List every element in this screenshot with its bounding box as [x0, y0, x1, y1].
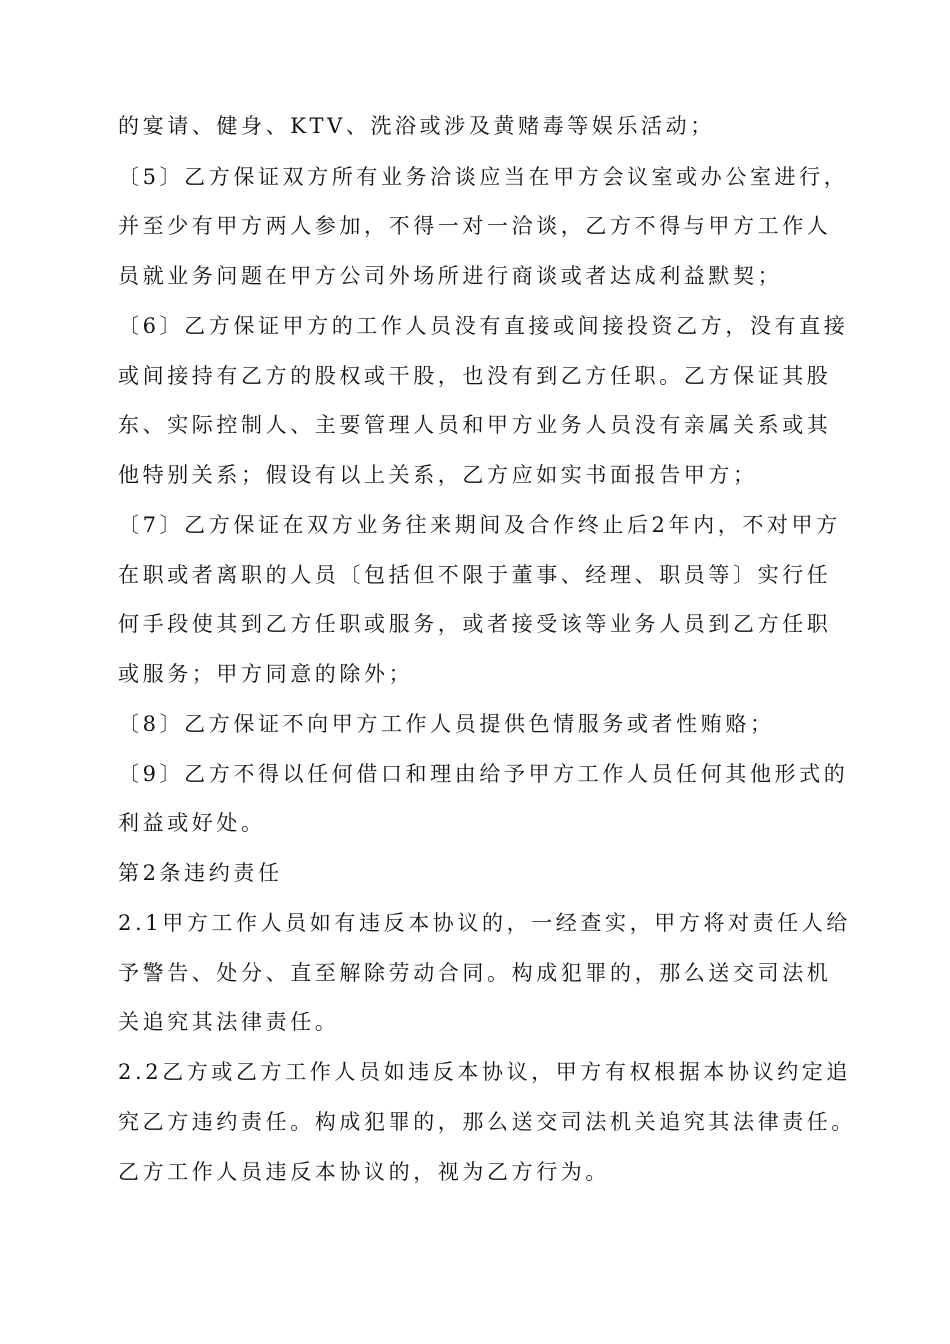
text-line: 何手段使其到乙方任职或服务，或者接受该等业务人员到乙方任职 [118, 612, 832, 636]
text-line: 他特别关系；假设有以上关系，乙方应如实书面报告甲方； [118, 463, 758, 487]
text-line: 2.2乙方或乙方工作人员如违反本协议，甲方有权根据本协议约定追 [118, 1060, 851, 1084]
text-line: 乙方工作人员违反本协议的，视为乙方行为。 [118, 1160, 610, 1184]
text-line: 究乙方违约责任。构成犯罪的，那么送交司法机关追究其法律责任。 [118, 1110, 856, 1134]
text-line: 东、实际控制人、主要管理人员和甲方业务人员没有亲属关系或其 [118, 413, 832, 437]
text-line: 〔9〕乙方不得以任何借口和理由给予甲方工作人员任何其他形式的 [118, 762, 849, 786]
text-line: 并至少有甲方两人参加，不得一对一洽谈，乙方不得与甲方工作人 [118, 214, 832, 238]
text-line: 予警告、处分、直至解除劳动合同。构成犯罪的，那么送交司法机 [118, 961, 832, 985]
text-line: 2.1甲方工作人员如有违反本协议的，一经查实，甲方将对责任人给 [118, 911, 851, 935]
text-line: 员就业务问题在甲方公司外场所进行商谈或者达成利益默契； [118, 264, 783, 288]
section-heading: 第2条违约责任 [118, 861, 283, 885]
text-line: 利益或好处。 [118, 811, 266, 835]
text-line: 〔8〕乙方保证不向甲方工作人员提供色情服务或者性贿赂； [118, 712, 775, 736]
text-line: 的宴请、健身、KTV、洗浴或涉及黄赌毒等娱乐活动； [118, 114, 715, 138]
text-line: 关追究其法律责任。 [118, 1010, 340, 1034]
text-line: 〔6〕乙方保证甲方的工作人员没有直接或间接投资乙方，没有直接 [118, 314, 849, 338]
text-line: 或间接持有乙方的股权或干股，也没有到乙方任职。乙方保证其股 [118, 364, 832, 388]
text-line: 〔5〕乙方保证双方所有业务洽谈应当在甲方会议室或办公室进行， [118, 165, 849, 189]
text-line: 在职或者离职的人员〔包括但不限于董事、经理、职员等〕实行任 [118, 563, 832, 587]
text-line: 〔7〕乙方保证在双方业务往来期间及合作终止后2年内，不对甲方 [118, 513, 841, 537]
text-line: 或服务；甲方同意的除外； [118, 662, 414, 686]
